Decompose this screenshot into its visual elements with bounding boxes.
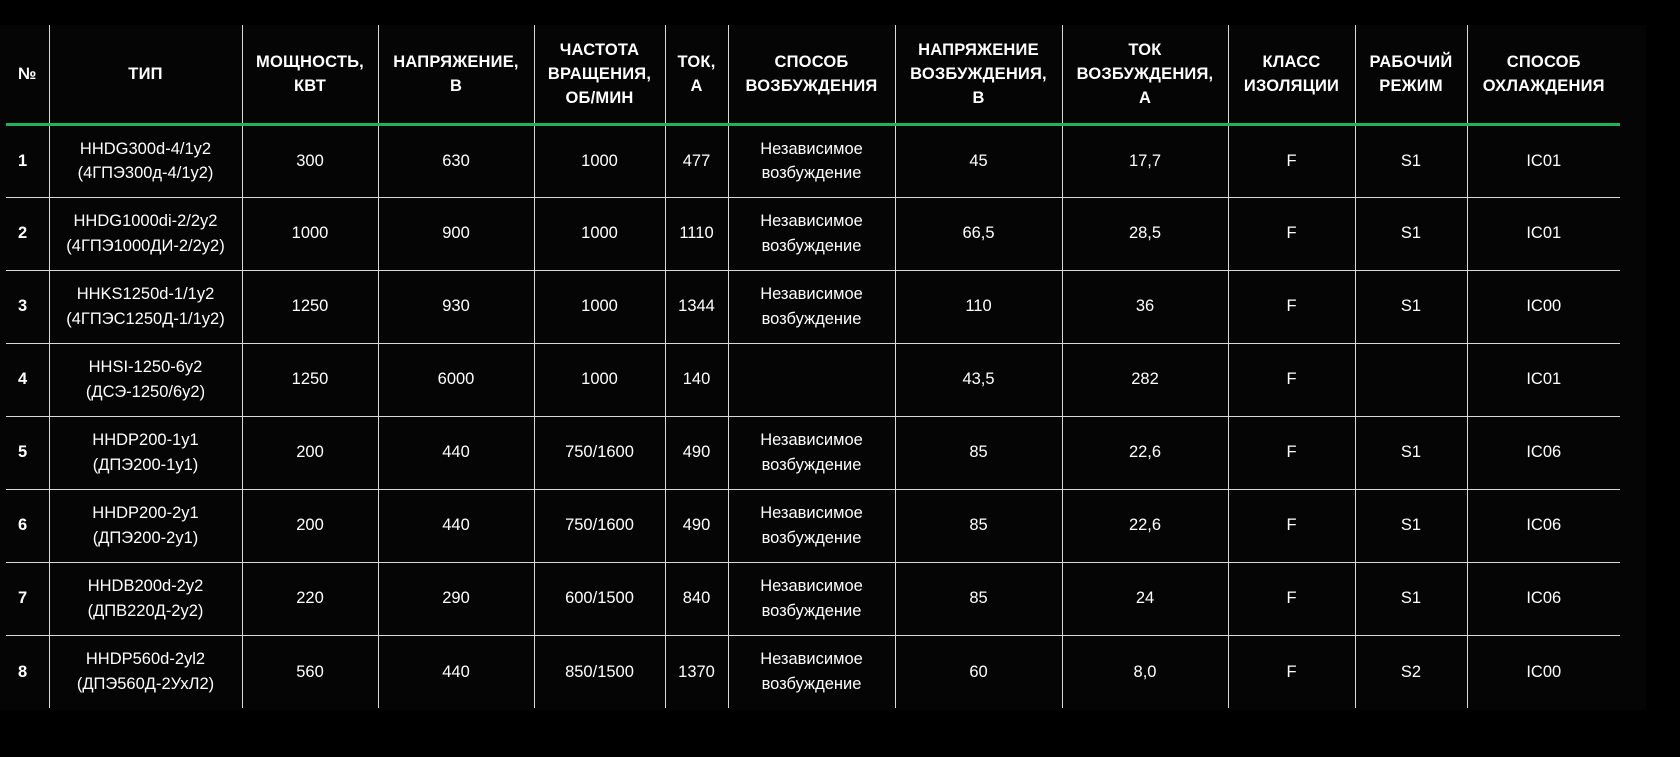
cell-power: 300 (242, 124, 378, 197)
table-row (6, 416, 1620, 489)
cell-cooling-method: IC06 (1467, 489, 1620, 562)
cell-voltage: 630 (378, 124, 534, 197)
cell-number: 4 (6, 343, 49, 416)
cell-power: 1250 (242, 270, 378, 343)
cell-current: 1110 (665, 197, 728, 270)
cell-excitation-voltage: 85 (895, 416, 1062, 489)
table-header (6, 25, 1620, 124)
cell-type: HHDP560d-2уl2 (ДПЭ560Д-2УхЛ2) (49, 635, 242, 708)
cell-duty-mode: S1 (1355, 124, 1467, 197)
cell-power: 220 (242, 562, 378, 635)
cell-insulation-class: F (1228, 343, 1355, 416)
cell-type: HHSI-1250-6у2 (ДСЭ-1250/6у2) (49, 343, 242, 416)
cell-speed: 850/1500 (534, 635, 665, 708)
cell-excitation-method: Независимое возбуждение (728, 489, 895, 562)
cell-power: 1250 (242, 343, 378, 416)
cell-duty-mode: S1 (1355, 489, 1467, 562)
header-row (6, 25, 1620, 124)
cell-insulation-class: F (1228, 270, 1355, 343)
cell-cooling-method: IC06 (1467, 562, 1620, 635)
cell-excitation-method: Независимое возбуждение (728, 416, 895, 489)
cell-insulation-class: F (1228, 635, 1355, 708)
cell-power: 560 (242, 635, 378, 708)
cell-excitation-current: 22,6 (1062, 416, 1228, 489)
cell-voltage: 900 (378, 197, 534, 270)
cell-number: 5 (6, 416, 49, 489)
table-row (6, 562, 1620, 635)
cell-excitation-voltage: 43,5 (895, 343, 1062, 416)
table-row (6, 270, 1620, 343)
cell-type: HHDB200d-2у2 (ДПВ220Д-2у2) (49, 562, 242, 635)
header-number: № (6, 25, 49, 124)
cell-current: 1370 (665, 635, 728, 708)
cell-excitation-current: 28,5 (1062, 197, 1228, 270)
table-row (6, 124, 1620, 197)
cell-speed: 1000 (534, 124, 665, 197)
header-excitation-method: СПОСОБ ВОЗБУЖДЕНИЯ (728, 25, 895, 124)
cell-power: 1000 (242, 197, 378, 270)
cell-excitation-method: Независимое возбуждение (728, 562, 895, 635)
cell-type: HHDG1000di-2/2у2 (4ГПЭ1000ДИ-2/2у2) (49, 197, 242, 270)
header-excitation-voltage: НАПРЯЖЕНИЕ ВОЗБУЖДЕНИЯ, В (895, 25, 1062, 124)
cell-cooling-method: IC01 (1467, 197, 1620, 270)
cell-current: 840 (665, 562, 728, 635)
header-speed: ЧАСТОТА ВРАЩЕНИЯ, ОБ/МИН (534, 25, 665, 124)
cell-excitation-method (728, 343, 895, 416)
cell-number: 6 (6, 489, 49, 562)
cell-excitation-current: 8,0 (1062, 635, 1228, 708)
cell-current: 477 (665, 124, 728, 197)
cell-type: HHDP200-2у1 (ДПЭ200-2у1) (49, 489, 242, 562)
cell-excitation-method: Независимое возбуждение (728, 197, 895, 270)
cell-speed: 1000 (534, 197, 665, 270)
cell-number: 8 (18, 662, 28, 681)
cell-excitation-method: Независимое возбуждение (728, 270, 895, 343)
cell-excitation-voltage: 60 (895, 635, 1062, 708)
cell-number: 3 (6, 270, 49, 343)
cell-excitation-current: 22,6 (1062, 489, 1228, 562)
cell-insulation-class: F (1228, 124, 1355, 197)
table-row (6, 489, 1620, 562)
cell-number: 7 (6, 562, 49, 635)
cell-current: 490 (665, 489, 728, 562)
header-excitation-current: ТОК ВОЗБУЖДЕНИЯ, А (1062, 25, 1228, 124)
cell-duty-mode: S2 (1355, 635, 1467, 708)
header-voltage: НАПРЯЖЕНИЕ, В (378, 25, 534, 124)
cell-insulation-class: F (1228, 416, 1355, 489)
cell-voltage: 290 (378, 562, 534, 635)
header-power: МОЩНОСТЬ, КВТ (242, 25, 378, 124)
cell-excitation-voltage: 85 (895, 489, 1062, 562)
cell-current: 1344 (665, 270, 728, 343)
cell-cooling-method: IC01 (1467, 124, 1620, 197)
cell-excitation-voltage: 66,5 (895, 197, 1062, 270)
cell-insulation-class: F (1228, 197, 1355, 270)
cell-excitation-voltage: 85 (895, 562, 1062, 635)
cell-speed: 1000 (534, 343, 665, 416)
cell-duty-mode (1355, 343, 1467, 416)
cell-insulation-class: F (1228, 562, 1355, 635)
cell-duty-mode: S1 (1355, 416, 1467, 489)
cell-speed: 750/1600 (534, 416, 665, 489)
cell-number: 2 (6, 197, 49, 270)
header-duty-mode: РАБОЧИЙ РЕЖИМ (1355, 25, 1467, 124)
cell-duty-mode: S1 (1355, 562, 1467, 635)
cell-excitation-current: 36 (1062, 270, 1228, 343)
cell-speed: 600/1500 (534, 562, 665, 635)
cell-duty-mode: S1 (1355, 270, 1467, 343)
cell-type: HHDP200-1у1 (ДПЭ200-1у1) (49, 416, 242, 489)
cell-cooling-method: IC06 (1467, 416, 1620, 489)
cell-excitation-current: 282 (1062, 343, 1228, 416)
table-row (6, 635, 1620, 708)
cell-voltage: 6000 (378, 343, 534, 416)
cell-voltage: 440 (378, 635, 534, 708)
table-row (6, 197, 1620, 270)
cell-speed: 750/1600 (534, 489, 665, 562)
cell-power: 200 (242, 416, 378, 489)
cell-power: 200 (242, 489, 378, 562)
cell-speed: 1000 (534, 270, 665, 343)
cell-voltage: 440 (378, 489, 534, 562)
cell-insulation-class: F (1228, 489, 1355, 562)
cell-excitation-voltage: 110 (895, 270, 1062, 343)
generator-specs-table (6, 25, 1620, 708)
cell-cooling-method: IC00 (1467, 635, 1620, 708)
cell-excitation-method: Независимое возбуждение (728, 124, 895, 197)
cell-current: 490 (665, 416, 728, 489)
cell-excitation-current: 24 (1062, 562, 1228, 635)
cell-type: HHDG300d-4/1у2 (4ГПЭ300д-4/1у2) (49, 124, 242, 197)
cell-duty-mode: S1 (1355, 197, 1467, 270)
cell-type: HHKS1250d-1/1у2 (4ГПЭС1250Д-1/1у2) (49, 270, 242, 343)
header-insulation-class: КЛАСС ИЗОЛЯЦИИ (1228, 25, 1355, 124)
cell-voltage: 930 (378, 270, 534, 343)
cell-current: 140 (665, 343, 728, 416)
cell-excitation-current: 17,7 (1062, 124, 1228, 197)
cell-number: 1 (6, 124, 49, 197)
cell-excitation-voltage: 45 (895, 124, 1062, 197)
cell-cooling-method: IC01 (1467, 343, 1620, 416)
cell-voltage: 440 (378, 416, 534, 489)
header-type: ТИП (49, 25, 242, 124)
cell-excitation-method: Независимое возбуждение (728, 635, 895, 708)
header-cooling-method: СПОСОБ ОХЛАЖДЕНИЯ (1467, 25, 1620, 124)
header-current: ТОК, А (665, 25, 728, 124)
table-row (6, 343, 1620, 416)
cell-cooling-method: IC00 (1467, 270, 1620, 343)
table-body (6, 124, 1620, 708)
